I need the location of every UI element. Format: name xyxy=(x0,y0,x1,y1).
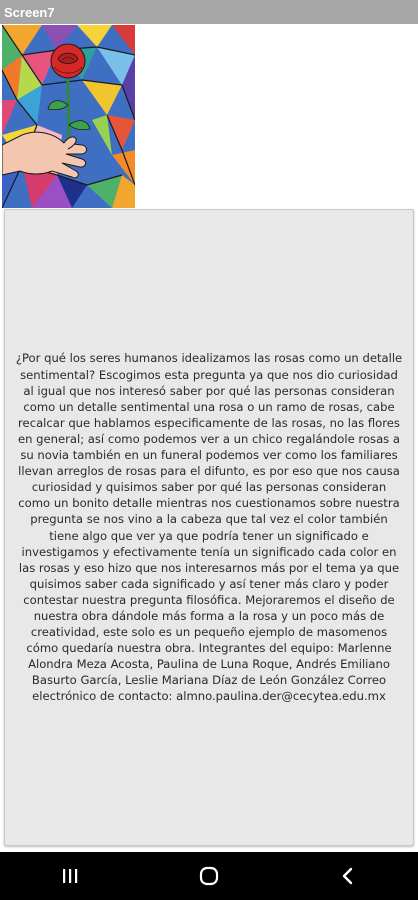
system-navigation-bar xyxy=(0,852,418,900)
back-button[interactable] xyxy=(318,852,378,900)
back-icon xyxy=(340,866,356,886)
screen-title: Screen7 xyxy=(4,4,55,20)
rose-artwork-image xyxy=(2,25,135,208)
recents-icon xyxy=(60,867,80,885)
description-text: ¿Por qué los seres humanos idealizamos las rosas como un detalle sentimental? Escogimos esta pregunta ya que nos dio curiosidad al igual que nos interesó saber por qué las personas consideran como un detalle sentimental una rosa o un ramo de rosas, cabe recalcar que hablamos especificamente de las rosas, no las flores en general; así como podemos ver a un chico regalándole rosas a su novia también en un funeral podemos ver como los familiares llevan arreglos de rosas para el difunto, es por eso que nos causa curiosidad y quisimos saber por qué las personas consideran como un bonito detalle mientras nos cuestionamos sobre nuestra pregunta se nos vino a la cabeza que tal vez el color también tiene algo que ver ya que podría tener un significado e investigamos y efectivamente tenía un significado cada color en las rosas y eso hizo que nos interesarnos más por el tema ya que quisimos saber cada significado y así tener más claro y poder contestar nuestra pregunta filosófica. Mejoraremos el diseño de nuestra obra dándole más forma a la rosa y un poco más de creatividad, este solo es un pequeño ejemplo de masomenos cómo quedaría nuestra obra. Integrantes del equipo: Marlenne Alondra Meza Acosta, Paulina de Luna Roque, Andrés Emiliano Basurto García, Leslie Mariana Díaz de León González Correo electrónico de contacto: almno.paulina.der@cecytea.edu.mx xyxy=(15,351,403,704)
home-button[interactable] xyxy=(179,852,239,900)
title-bar xyxy=(0,0,418,24)
description-panel xyxy=(4,209,414,846)
recents-button[interactable] xyxy=(40,852,100,900)
home-icon xyxy=(198,865,220,887)
